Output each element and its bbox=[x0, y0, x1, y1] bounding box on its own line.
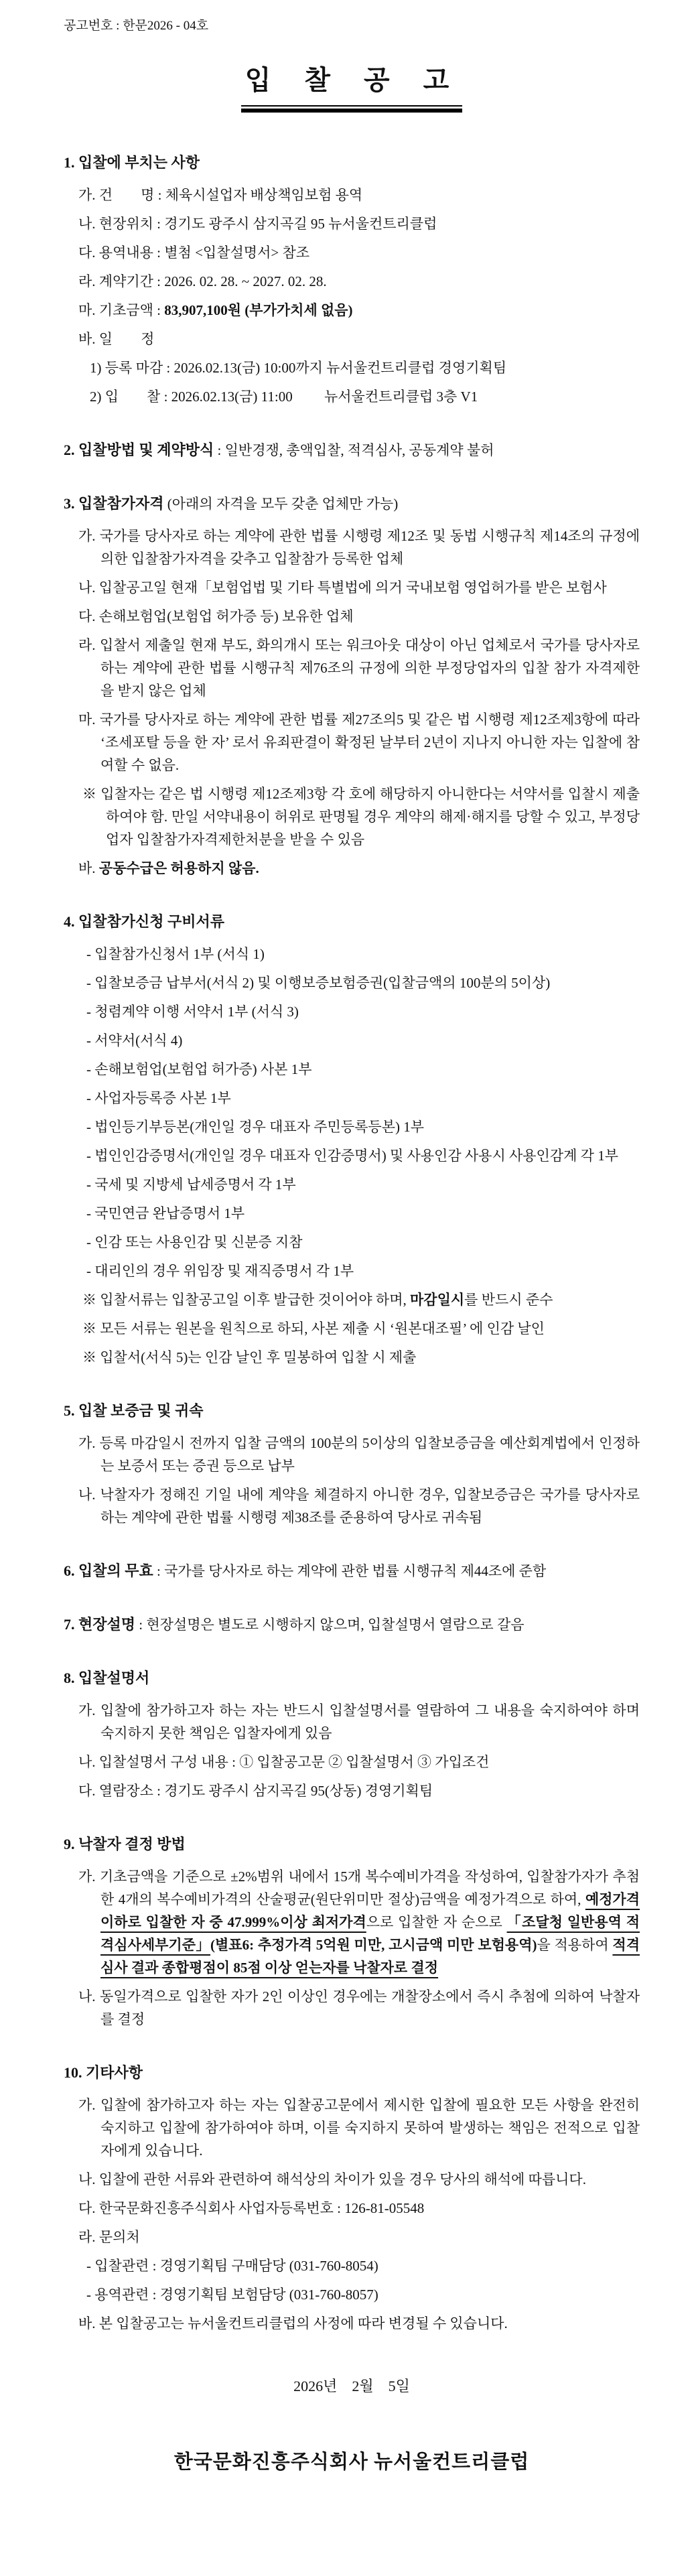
s3-item-b: 나. 입찰공고일 현재「보험업법 및 기타 특별법에 의거 국내보험 영업허가를 받은 보험사 bbox=[78, 580, 607, 596]
section-6-heading: 6. 입찰의 무효 bbox=[64, 1562, 153, 1579]
s4-doc-4: - 서약서(서식 4) bbox=[86, 1032, 183, 1048]
section-6-text: : 국가를 당사자로 하는 계약에 관한 법률 시행규칙 제44조에 준함 bbox=[153, 1563, 547, 1579]
s4-note-1-post: 를 반드시 준수 bbox=[464, 1292, 553, 1308]
s3-note: ※ 입찰자는 같은 법 시행령 제12조제3항 각 호에 해당하지 아니한다는 서약서를 입찰시 제출하여야 함. 만일 서약내용이 허위로 판명될 경우 계약의 해제·해지를 당할 수 있고, 부정당업자 입찰참가자격제한처분을 받을 수 있음 bbox=[82, 786, 640, 848]
s1-schedule-registration: 1) 등록 마감 : 2026.02.13(금) 10:00까지 뉴서울컨트리클럽 경영기획팀 bbox=[90, 360, 507, 376]
s4-doc-5: - 손해보험업(보험업 허가증) 사본 1부 bbox=[86, 1061, 312, 1077]
s4-doc-1: - 입찰참가신청서 1부 (서식 1) bbox=[86, 946, 265, 962]
s8-item-b: 나. 입찰설명서 구성 내용 : ① 입찰공고문 ② 입찰설명서 ③ 가입조건 bbox=[78, 1754, 490, 1770]
section-10-miscellaneous bbox=[64, 2061, 640, 2335]
section-7-heading: 7. 현장설명 bbox=[64, 1616, 136, 1633]
s5-item-b: 나. 낙찰자가 정해진 기일 내에 계약을 체결하지 아니한 경우, 입찰보증금은 국가를 당사자로 하는 계약에 관한 법률 시행령 제38조를 준용하여 당사로 귀속됨 bbox=[78, 1487, 640, 1526]
title-underline-thin bbox=[241, 105, 463, 107]
section-2-heading-line bbox=[64, 439, 640, 462]
s3-item-c: 다. 손해보험업(보험업 허가증 등) 보유한 업체 bbox=[78, 608, 354, 624]
s8-item-a: 가. 입찰에 참가하고자 하는 자는 반드시 입찰설명서를 열람하여 그 내용을 숙지하여야 하며 숙지하지 못한 책임은 입찰자에게 있음 bbox=[78, 1702, 640, 1741]
s10-item-c: 다. 한국문화진흥주식회사 사업자등록번호 : 126-81-05548 bbox=[78, 2200, 425, 2216]
s1-item-name: 가. 건 명 : 체육시설업자 배상책임보험 용역 bbox=[78, 187, 363, 203]
s4-note-3: ※ 입찰서(서식 5)는 인감 날인 후 밀봉하여 입찰 시 제출 bbox=[82, 1349, 417, 1365]
title-underline-thick bbox=[241, 109, 463, 113]
s9-item-a bbox=[78, 1865, 640, 1979]
s3-item-f-text: 공동수급은 허용하지 않음. bbox=[98, 860, 259, 876]
s1-item-base-amount bbox=[78, 299, 640, 322]
s1-base-amount-value: 83,907,100원 (부가가치세 없음) bbox=[164, 302, 353, 318]
section-5-bid-deposit bbox=[64, 1400, 640, 1529]
section-6-invalid-bids bbox=[64, 1560, 640, 1582]
section-5-heading: 5. 입찰 보증금 및 귀속 bbox=[64, 1402, 204, 1419]
section-7-site-briefing bbox=[64, 1613, 640, 1636]
s4-note-2: ※ 모든 서류는 원본을 원칙으로 하되, 사본 제출 시 ‘원본대조필’ 에 인감 날인 bbox=[82, 1320, 545, 1337]
section-8-bid-specification bbox=[64, 1667, 640, 1802]
bid-announcement-document bbox=[64, 17, 640, 2476]
s1-item-contract-period: 라. 계약기간 : 2026. 02. 28. ~ 2027. 02. 28. bbox=[78, 273, 327, 289]
s4-doc-8: - 법인인감증명서(개인일 경우 대표자 인감증명서) 및 사용인감 사용시 사용인감계 각 1부 bbox=[86, 1148, 618, 1164]
section-4-heading: 4. 입찰참가신청 구비서류 bbox=[64, 913, 225, 930]
section-3-qualifications bbox=[64, 492, 640, 880]
s10-item-f: 바. 본 입찰공고는 뉴서울컨트리클럽의 사정에 따라 변경될 수 있습니다. bbox=[78, 2315, 508, 2331]
s4-doc-9: - 국세 및 지방세 납세증명서 각 1부 bbox=[86, 1176, 296, 1193]
s9-a-seg3: 으로 입찰한 자 순으로 bbox=[366, 1914, 507, 1930]
s1-base-amount-label: 마. 기초금액 : bbox=[78, 302, 165, 318]
s3-item-e: 마. 국가를 당사자로 하는 계약에 관한 법률 제27조의5 및 같은 법 시행령 제12조제3항에 따라 ‘조세포탈 등을 한 자’ 로서 유죄판결이 확정된 날부터 2년이 지나지 아니한 자는 입찰에 참여할 수 없음. bbox=[78, 711, 640, 773]
section-10-heading: 10. 기타사항 bbox=[64, 2064, 143, 2081]
s9-a-seg4: 「조달청 일반용역 적격심사세부기준」 bbox=[100, 1914, 640, 1953]
s9-a-seg2: 예정가격 이하로 입찰한 자 중 47.999%이상 최저가격 bbox=[100, 1891, 640, 1930]
s9-a-seg5: (별표6: 추정가격 5억원 미만, 고시금액 미만 보험용역) bbox=[210, 1937, 537, 1953]
s4-doc-6: - 사업자등록증 사본 1부 bbox=[86, 1090, 231, 1106]
s9-a-seg1: 가. 기초금액을 기준으로 ±2%범위 내에서 15개 복수예비가격을 작성하여, 입찰참가자가 추첨한 4개의 복수예비가격의 산술평균(원단위미만 절상)금액을 예정가격으로 하여, bbox=[78, 1869, 640, 1907]
s8-item-c: 다. 열람장소 : 경기도 광주시 삼지곡길 95(상동) 경영기획팀 bbox=[78, 1783, 433, 1799]
s4-doc-12: - 대리인의 경우 위임장 및 재직증명서 각 1부 bbox=[86, 1263, 354, 1279]
notice-number: 공고번호 : 한문2026 - 04호 bbox=[64, 19, 209, 33]
s9-a-seg6: 을 적용하여 bbox=[537, 1937, 613, 1953]
s3-item-d: 라. 입찰서 제출일 현재 부도, 화의개시 또는 워크아웃 대상이 아닌 업체로서 국가를 당사자로 하는 계약에 관한 법률 시행규칙 제76조의 규정에 의한 부정당업자의 입찰 참가 자격제한을 받지 않은 업체 bbox=[78, 637, 640, 699]
spacer bbox=[64, 515, 640, 525]
section-3-heading-note: (아래의 자격을 모두 갖춘 업체만 가능) bbox=[163, 496, 399, 512]
s10-item-b: 나. 입찰에 관한 서류와 관련하여 해석상의 차이가 있을 경우 당사의 해석에 따릅니다. bbox=[78, 2171, 586, 2187]
section-8-heading: 8. 입찰설명서 bbox=[64, 1670, 150, 1686]
section-3-heading: 3. 입찰참가자격 bbox=[64, 495, 164, 512]
s4-note-1-bold: 마감일시 bbox=[410, 1292, 465, 1308]
document-title-text: 입 찰 공 고 bbox=[245, 65, 463, 95]
s4-doc-10: - 국민연금 완납증명서 1부 bbox=[86, 1205, 245, 1221]
section-6-heading-line bbox=[64, 1560, 640, 1582]
s4-doc-7: - 법인등기부등본(개인일 경우 대표자 주민등록등본) 1부 bbox=[86, 1119, 425, 1135]
section-7-text: : 현장설명은 별도로 시행하지 않으며, 입찰설명서 열람으로 갈음 bbox=[135, 1617, 525, 1633]
s10-item-a: 가. 입찰에 참가하고자 하는 자는 입찰공고문에서 제시한 입찰에 필요한 모든 사항을 완전히 숙지하고 입찰에 참가하여야 하며, 이를 숙지하지 못하여 발생하는 책임은 전적으로 입찰자에게 있습니다. bbox=[78, 2097, 640, 2159]
section-3-heading-line bbox=[64, 492, 640, 515]
s3-item-a: 가. 국가를 당사자로 하는 계약에 관한 법률 시행령 제12조 및 동법 시행규칙 제14조의 규정에 의한 입찰참가자격을 갖추고 입찰참가 등록한 업체 bbox=[78, 528, 640, 567]
s4-note-1 bbox=[82, 1288, 640, 1311]
s1-item-service: 다. 용역내용 : 별첨 <입찰설명서> 참조 bbox=[78, 245, 310, 261]
section-2-heading: 2. 입찰방법 및 계약방식 bbox=[64, 442, 214, 458]
s4-note-1-pre: ※ 입찰서류는 입찰공고일 이후 발급한 것이어야 하며, bbox=[82, 1292, 411, 1308]
announcement-date: 2026년 2월 5일 bbox=[293, 2378, 410, 2394]
s10-contact-service: - 용역관련 : 경영기획팀 보험담당 (031-760-8057) bbox=[86, 2287, 378, 2303]
section-9-heading: 9. 낙찰자 결정 방법 bbox=[64, 1836, 186, 1852]
s9-item-b: 나. 동일가격으로 입찰한 자가 2인 이상인 경우에는 개찰장소에서 즉시 추첨에 의하여 낙찰자를 결정 bbox=[78, 1988, 640, 2027]
s3-item-f-label: 바. bbox=[78, 860, 99, 876]
s4-doc-11: - 인감 또는 사용인감 및 신분증 지참 bbox=[86, 1234, 303, 1250]
section-1-heading: 1. 입찰에 부치는 사항 bbox=[64, 154, 200, 171]
s3-item-f bbox=[78, 857, 640, 880]
section-1-bid-items bbox=[64, 151, 640, 408]
section-4-required-documents bbox=[64, 910, 640, 1369]
section-9-award-decision bbox=[64, 1833, 640, 2031]
issuing-company: 한국문화진흥주식회사 뉴서울컨트리클럽 bbox=[173, 2451, 530, 2473]
section-7-heading-line bbox=[64, 1613, 640, 1636]
s1-item-location: 나. 현장위치 : 경기도 광주시 삼지곡길 95 뉴서울컨트리클럽 bbox=[78, 216, 437, 232]
s10-contact-bid: - 입찰관련 : 경영기획팀 구매담당 (031-760-8054) bbox=[86, 2258, 378, 2274]
s10-item-d: 라. 문의처 bbox=[78, 2229, 140, 2245]
s1-schedule-bidding: 2) 입 찰 : 2026.02.13(금) 11:00 뉴서울컨트리클럽 3층 V1 bbox=[90, 389, 478, 405]
document-title bbox=[241, 59, 463, 113]
s4-doc-2: - 입찰보증금 납부서(서식 2) 및 이행보증보험증권(입찰금액의 100분의 5이상) bbox=[86, 975, 551, 991]
section-2-text: : 일반경쟁, 총액입찰, 적격심사, 공동계약 불허 bbox=[214, 442, 494, 458]
s5-item-a: 가. 등록 마감일시 전까지 입찰 금액의 100분의 5이상의 입찰보증금을 예산회계법에서 인정하는 보증서 또는 증권 등으로 납부 bbox=[78, 1435, 640, 1474]
s1-item-schedule: 바. 일 정 bbox=[78, 331, 155, 347]
s9-a-seg7: 적격심사 결과 종합평점이 85점 이상 얻는자를 낙찰자로 결정 bbox=[100, 1937, 640, 1976]
section-2-bid-method bbox=[64, 439, 640, 462]
s4-doc-3: - 청렴계약 이행 서약서 1부 (서식 3) bbox=[86, 1004, 299, 1020]
